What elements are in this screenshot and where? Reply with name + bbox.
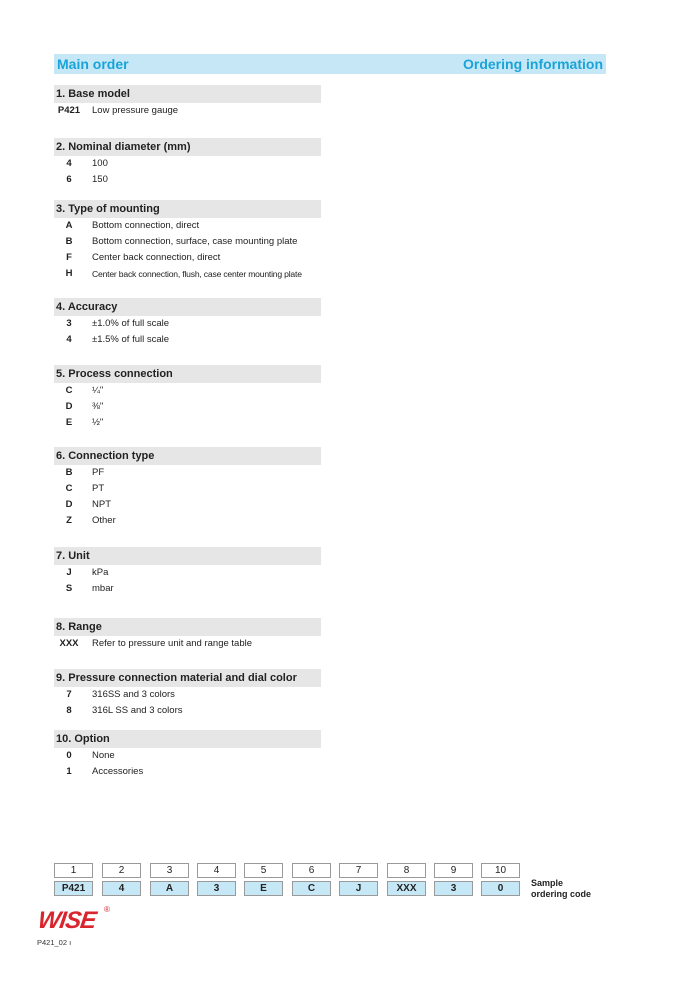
- option-row: [54, 465, 321, 481]
- value-cell: XXX: [387, 881, 426, 896]
- page-id: P421_02 ı: [37, 938, 72, 947]
- option-code: XXX: [59, 638, 79, 649]
- option-code: 4: [66, 334, 72, 345]
- option-code: 3: [66, 318, 72, 329]
- section-header: 4. Accuracy: [54, 298, 321, 316]
- value-cell: C: [292, 881, 331, 896]
- option-description: ⅜": [92, 401, 104, 412]
- section-header: 5. Process connection: [54, 365, 321, 383]
- option-code: J: [66, 567, 72, 578]
- section-8: [54, 618, 321, 652]
- option-code: P421: [57, 105, 81, 116]
- position-cell: 9: [434, 863, 473, 878]
- section-header: 7. Unit: [54, 547, 321, 565]
- value-cell: 3: [197, 881, 236, 896]
- value-cell: J: [339, 881, 378, 896]
- option-code: C: [65, 385, 73, 396]
- option-code: H: [65, 268, 73, 279]
- value-cell: A: [150, 881, 189, 896]
- section-header: 1. Base model: [54, 85, 321, 103]
- sample-label-line1: Sample: [531, 878, 564, 888]
- section-5: [54, 365, 321, 431]
- sample-ordering-code-label: [531, 878, 591, 900]
- option-code: B: [65, 467, 73, 478]
- section-header: 10. Option: [54, 730, 321, 748]
- position-cell: 5: [244, 863, 283, 878]
- option-description: None: [92, 750, 115, 761]
- option-code: S: [65, 583, 73, 594]
- option-row: [54, 156, 321, 172]
- option-description: Bottom connection, direct: [92, 220, 200, 231]
- option-description: Bottom connection, surface, case mounting plate: [92, 236, 298, 247]
- position-cell: 3: [150, 863, 189, 878]
- section-6: [54, 447, 321, 529]
- option-code: 4: [66, 158, 72, 169]
- option-row: [54, 687, 321, 703]
- option-description: Refer to pressure unit and range table: [92, 638, 253, 649]
- section-header: 8. Range: [54, 618, 321, 636]
- position-cell: 2: [102, 863, 141, 878]
- option-description: PF: [92, 467, 105, 478]
- sample-label-line2: ordering code: [531, 889, 592, 899]
- option-description: NPT: [92, 499, 111, 510]
- position-cell: 7: [339, 863, 378, 878]
- option-row: [54, 399, 321, 415]
- option-row: [54, 764, 321, 780]
- option-row: [54, 250, 321, 266]
- option-code: 6: [66, 174, 72, 185]
- option-description: Accessories: [92, 766, 144, 777]
- option-row: [54, 172, 321, 188]
- value-cell: E: [244, 881, 283, 896]
- option-row: [54, 316, 321, 332]
- option-description: 100: [92, 158, 108, 169]
- option-code: A: [65, 220, 73, 231]
- value-cell: 3: [434, 881, 473, 896]
- option-description: 316SS and 3 colors: [92, 689, 175, 700]
- position-cell: 6: [292, 863, 331, 878]
- value-cell: 4: [102, 881, 141, 896]
- option-description: ¼": [92, 385, 104, 396]
- option-description: 150: [92, 174, 108, 185]
- option-row: [54, 415, 321, 431]
- option-code: Z: [66, 515, 72, 526]
- option-row: [54, 703, 321, 719]
- value-cell: 0: [481, 881, 520, 896]
- value-cell: P421: [54, 881, 93, 896]
- title-bar: [54, 54, 606, 74]
- section-9: [54, 669, 321, 719]
- option-row: [54, 218, 321, 234]
- option-description: ±1.5% of full scale: [92, 334, 170, 345]
- ordering-information-title: Ordering information: [463, 56, 603, 72]
- position-cell: 8: [387, 863, 426, 878]
- registered-mark: ®: [104, 905, 110, 914]
- section-10: [54, 730, 321, 780]
- position-cell: 4: [197, 863, 236, 878]
- option-code: 1: [66, 766, 72, 777]
- option-description: kPa: [92, 567, 109, 578]
- section-header: 3. Type of mounting: [54, 200, 321, 218]
- option-description: Low pressure gauge: [92, 105, 179, 116]
- option-description: mbar: [92, 583, 114, 594]
- option-row: [54, 636, 321, 652]
- option-description: Center back connection, flush, case center mounting plate: [92, 269, 302, 279]
- option-row: [54, 481, 321, 497]
- option-code: 7: [66, 689, 72, 700]
- section-3: [54, 200, 321, 282]
- option-description: 316L SS and 3 colors: [92, 705, 183, 716]
- option-description: ±1.0% of full scale: [92, 318, 170, 329]
- section-1: [54, 85, 321, 119]
- section-7: [54, 547, 321, 597]
- option-code: 0: [66, 750, 72, 761]
- section-header: 2. Nominal diameter (mm): [54, 138, 321, 156]
- option-row: [54, 513, 321, 529]
- option-row: [54, 266, 321, 282]
- option-code: D: [65, 401, 73, 412]
- option-row: [54, 103, 321, 119]
- position-cell: 10: [481, 863, 520, 878]
- section-header: 6. Connection type: [54, 447, 321, 465]
- option-row: [54, 383, 321, 399]
- wise-logo: WISE: [36, 907, 98, 934]
- section-2: [54, 138, 321, 188]
- option-description: ½": [92, 417, 104, 428]
- option-row: [54, 497, 321, 513]
- option-code: 8: [66, 705, 72, 716]
- option-row: [54, 748, 321, 764]
- option-description: PT: [92, 483, 105, 494]
- option-row: [54, 581, 321, 597]
- option-row: [54, 565, 321, 581]
- option-row: [54, 332, 321, 348]
- option-row: [54, 234, 321, 250]
- main-order-title: Main order: [57, 56, 129, 72]
- option-code: E: [65, 417, 73, 428]
- option-code: C: [65, 483, 73, 494]
- option-code: F: [66, 252, 72, 263]
- option-description: Center back connection, direct: [92, 252, 221, 263]
- option-code: B: [65, 236, 73, 247]
- position-cell: 1: [54, 863, 93, 878]
- section-4: [54, 298, 321, 348]
- option-description: Other: [92, 515, 116, 526]
- section-header: 9. Pressure connection material and dial color: [54, 669, 321, 687]
- option-code: D: [65, 499, 73, 510]
